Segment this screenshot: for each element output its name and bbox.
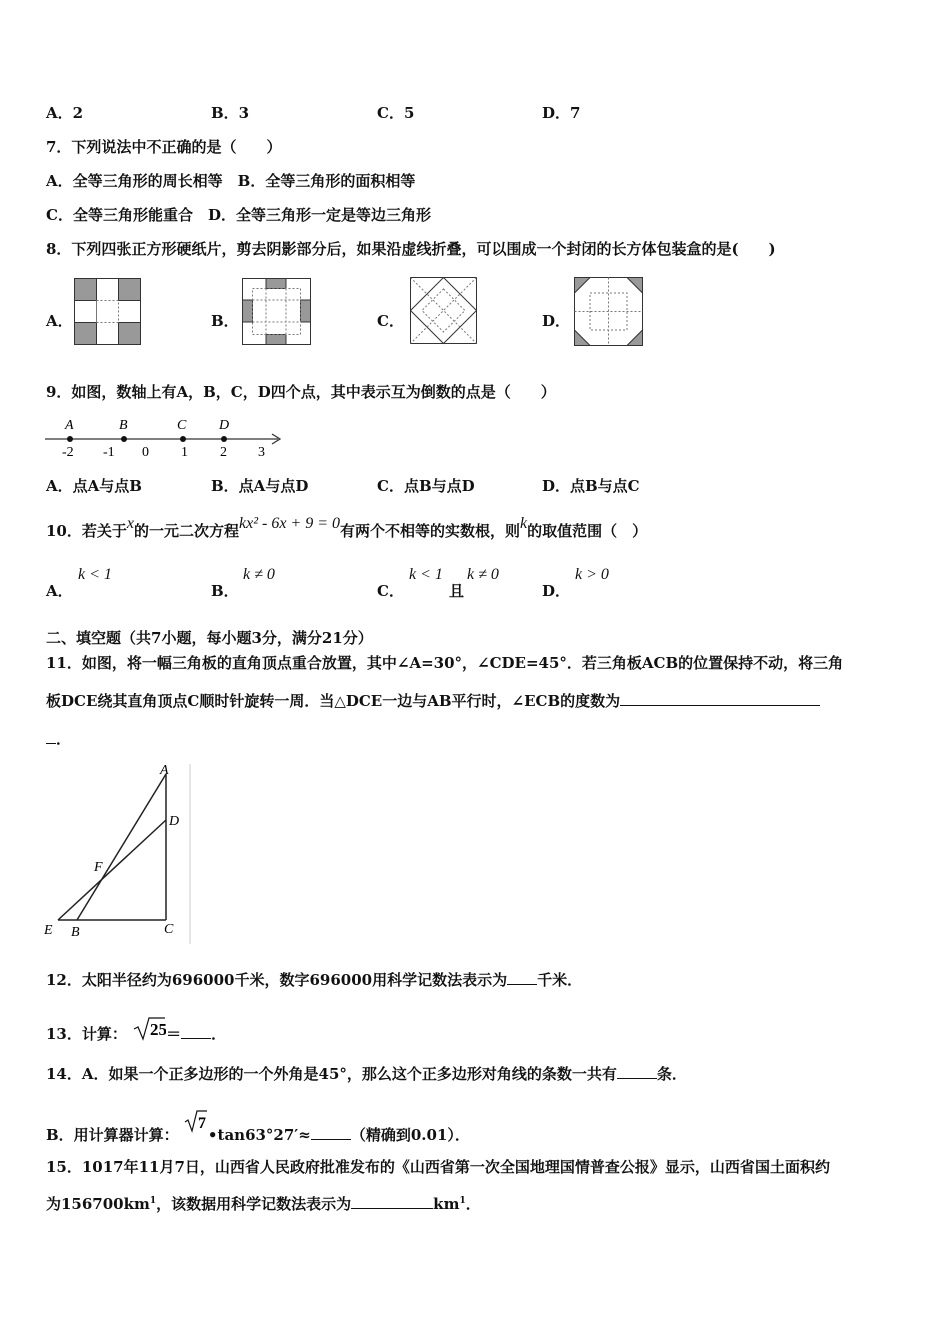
q11-answer-blank <box>620 691 820 706</box>
q8-figure-b <box>242 278 312 346</box>
q9-stem: 9．如图，数轴上有A，B，C，D四个点，其中表示互为倒数的点是（ ） <box>46 383 556 401</box>
q13-sqrt-sign <box>132 1015 166 1041</box>
q9-tick-2: 2 <box>220 445 227 460</box>
q15-answer-blank <box>351 1194 433 1209</box>
q15-line2a: 为156700km <box>46 1195 150 1213</box>
q9-tick-0: 0 <box>142 445 149 460</box>
q14b-answer-blank <box>311 1125 351 1140</box>
q9-label-c: C <box>177 418 187 433</box>
q14-lineb-text1: B．用计算器计算： <box>46 1126 179 1144</box>
q12-answer-blank <box>507 970 537 985</box>
q6-option-d: D．7 <box>542 104 581 122</box>
q8-figure-c <box>410 277 478 345</box>
q10-option-a-label: A． <box>46 582 73 600</box>
q6-option-c: C．5 <box>377 104 415 122</box>
q7-options-line1: A．全等三角形的周长相等 B．全等三角形的面积相等 <box>46 172 416 190</box>
q14-part-a <box>46 1063 687 1084</box>
section2-title: 二、填空题（共7小题，每小题3分，满分21分） <box>46 629 373 647</box>
q9-option-b: B．点A与点D <box>211 477 309 495</box>
q13-text2: ＝ <box>166 1025 182 1043</box>
q14-lineb-text2: •tan63°27′≈ <box>207 1126 311 1144</box>
q9-label-b: B <box>119 418 128 433</box>
q10-option-d-math: k > 0 <box>575 566 609 583</box>
q9-point-b <box>121 436 127 442</box>
q15-line2b: ，该数据用科学记数法表示为 <box>156 1195 352 1213</box>
q9-point-d <box>221 436 227 442</box>
q9-point-c <box>180 436 186 442</box>
q8-figure-a <box>74 278 142 346</box>
q9-tick-neg1: -1 <box>103 445 115 460</box>
q11-label-e: E <box>44 923 53 938</box>
q15-sup1: 1 <box>149 1196 157 1206</box>
q13-text3: ． <box>211 1025 227 1043</box>
q12-text1: 12．太阳半径约为696000千米，数字696000用科学记数法表示为 <box>46 971 508 989</box>
q12 <box>46 969 582 990</box>
q11-line2-text: 板DCE绕其直角顶点C顺时针旋转一周．当△DCE一边与AB平行时，∠ECB的度数为 <box>46 692 621 710</box>
q8-label-d: D． <box>542 312 571 330</box>
q9-point-a <box>67 436 73 442</box>
q11-line1: 11．如图，将一幅三角板的直角顶点重合放置，其中∠A=30°，∠CDE=45°．若三角板ACB的位置保持不动，将三角 <box>46 654 844 672</box>
q10-stem-part3: 有两个不相等的实数根，则 <box>340 522 521 540</box>
q10-stem-part4: 的取值范围（ ） <box>527 522 648 540</box>
q11-figure <box>44 760 196 945</box>
q11-label-d: D <box>169 814 180 829</box>
q10-stem <box>46 515 648 541</box>
q7-options-line2: C．全等三角形能重合 D．全等三角形一定是等边三角形 <box>46 206 431 224</box>
q11-label-a: A <box>160 763 169 778</box>
q10-option-b-math: k ≠ 0 <box>243 566 275 583</box>
q10-stem-part2: 的一元二次方程 <box>133 522 239 540</box>
q8-stem: 8．下列四张正方形硬纸片，剪去阴影部分后，如果沿虚线折叠，可以围成一个封闭的长方体包装盒的是( ) <box>46 240 776 258</box>
q11-label-f: F <box>94 860 103 875</box>
q11-line3-end: ． <box>56 730 72 748</box>
q10-option-c-math2: k ≠ 0 <box>467 566 499 583</box>
q9-option-a: A．点A与点B <box>46 477 142 495</box>
q6-option-b: B．3 <box>211 104 250 122</box>
q10-equation: kx² - 6x + 9 = 0 <box>239 515 341 532</box>
q10-var-k: k <box>520 515 528 532</box>
q14-part-b <box>46 1108 470 1145</box>
q15-line2c: km <box>433 1195 460 1213</box>
q13-text1: 13．计算： <box>46 1025 127 1043</box>
q6-option-a: A．2 <box>46 104 84 122</box>
q15-line2 <box>46 1193 481 1214</box>
q11-label-c: C <box>164 922 174 937</box>
q8-label-c: C． <box>377 312 404 330</box>
q10-option-d-label: D． <box>542 582 571 600</box>
q15-line1: 15．1017年11月7日，山西省人民政府批准发布的《山西省第一次全国地理国情普查公报》显示，山西省国土面积约 <box>46 1158 830 1176</box>
q14-linea-text1: 14．A．如果一个正多边形的一个外角是45°，那么这个正多边形对角线的条数一共有 <box>46 1065 617 1083</box>
q14-linea-text2: 条． <box>656 1065 687 1083</box>
q10-stem-part1: 10．若关于 <box>46 522 127 540</box>
q11-answer-blank-cont <box>46 729 56 744</box>
q14-lineb-text3: （精确到0.01）． <box>350 1126 470 1144</box>
q10-option-b-label: B． <box>211 582 239 600</box>
q14-radicand: 7 <box>197 1115 206 1132</box>
q12-text2: 千米． <box>537 971 583 989</box>
q9-label-a: A <box>65 418 74 433</box>
q13 <box>46 1015 226 1044</box>
q9-option-d: D．点B与点C <box>542 477 640 495</box>
q11-line2 <box>46 690 820 711</box>
q15-line2d: ． <box>465 1195 481 1213</box>
q14-sqrt-sign <box>184 1108 208 1134</box>
q9-label-d: D <box>219 418 230 433</box>
q8-figure-d <box>574 277 644 347</box>
q15-sup2: 1 <box>459 1196 466 1206</box>
q13-radicand: 25 <box>150 1020 167 1039</box>
q11-label-b: B <box>71 925 80 940</box>
q10-option-c-math1: k < 1 <box>409 566 443 583</box>
q7-stem: 7．下列说法中不正确的是（ ） <box>46 138 282 156</box>
q8-label-b: B． <box>211 312 239 330</box>
q13-answer-blank <box>181 1024 211 1039</box>
q14a-answer-blank <box>617 1064 657 1079</box>
q9-tick-1: 1 <box>181 445 188 460</box>
q10-option-c-label: C． <box>377 582 404 600</box>
q8-label-a: A． <box>46 312 73 330</box>
q9-tick-3: 3 <box>258 445 265 460</box>
q9-option-c: C．点B与点D <box>377 477 475 495</box>
q9-tick-neg2: -2 <box>62 445 74 460</box>
q11-line3 <box>46 728 71 749</box>
q10-option-a-math: k < 1 <box>78 566 112 583</box>
q10-var-x: x <box>126 515 134 532</box>
q9-number-line <box>40 412 290 460</box>
q10-option-c-and: 且 <box>449 582 465 600</box>
